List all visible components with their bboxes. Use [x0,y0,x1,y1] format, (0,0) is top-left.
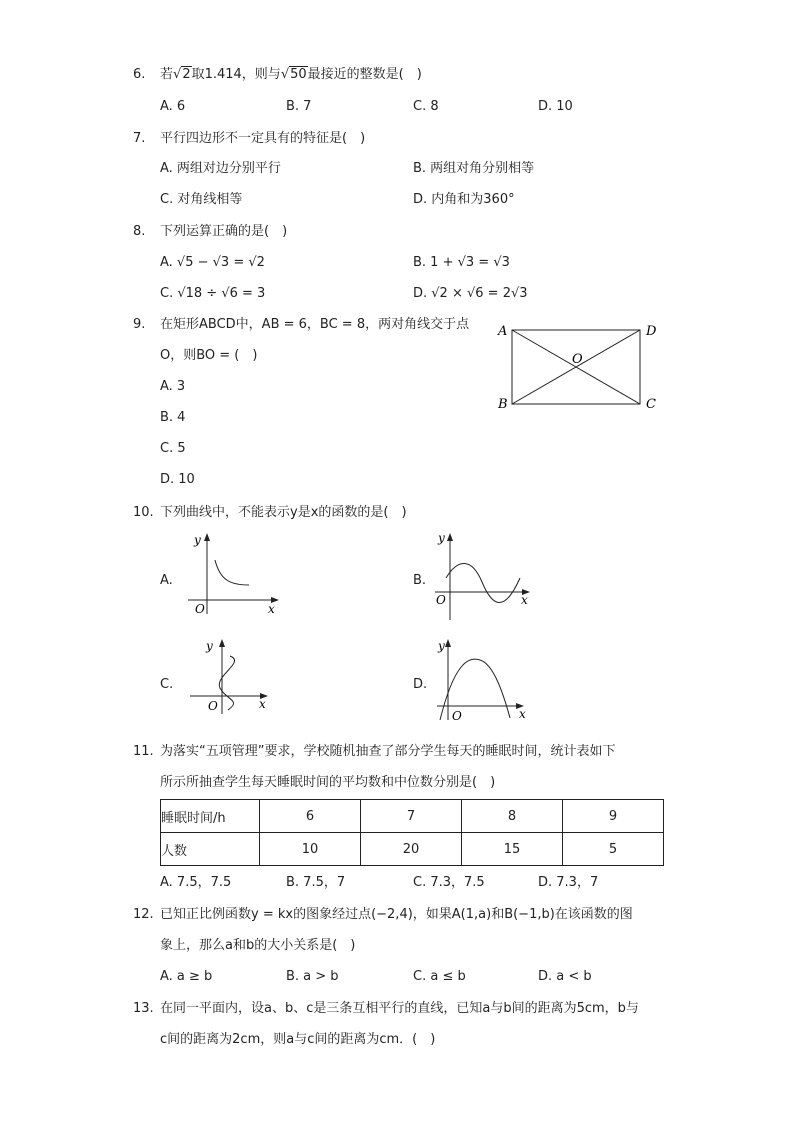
question-stem: 为落实“五项管理”要求，学校随机抽查了部分学生每天的睡眠时间，统计表如下 [160,744,616,759]
svg-text:O: O [436,593,446,607]
table-header-cell: 人数 [161,833,260,866]
question-stem: 象上，那么a和b的大小关系是( ) [160,938,356,953]
option: A. 6 [160,99,186,114]
question-number: 10. [133,505,154,520]
table-cell: 20 [361,833,462,866]
question-stem: 平行四边形不一定具有的特征是( ) [160,131,366,146]
option: D. √2 × √6 = 2√3 [413,286,528,301]
question-stem: 已知正比例函数y = kx的图象经过点(−2,4)，如果A(1,a)和B(−1,b)在该函数的图 [160,907,633,922]
question-number: 12. [133,907,154,922]
option: D. [413,677,428,692]
option: D. 7.3，7 [538,875,599,890]
table-cell: 5 [563,833,664,866]
table-cell: 10 [260,833,361,866]
svg-text:x: x [521,593,528,607]
question-stem: 在矩形ABCD中，AB = 6，BC = 8，两对角线交于点 [160,317,470,332]
question-stem: 下列曲线中，不能表示y是x的函数的是( ) [160,505,407,520]
option: B. 两组对角分别相等 [413,161,535,176]
option: C. 对角线相等 [160,192,243,207]
radical: √50 [280,67,307,82]
table-row [161,800,664,833]
table-cell: 15 [462,833,563,866]
svg-text:y: y [438,531,445,545]
option: B. 4 [160,410,186,425]
rectangle-figure [492,318,668,418]
option: C. 8 [413,99,439,114]
graph-b [432,530,538,620]
radical: √2 [173,67,191,82]
svg-text:x: x [519,707,526,721]
option: C. 7.3，7.5 [413,875,485,890]
table-cell: 8 [462,800,563,833]
option: A. [160,573,173,588]
table-cell: 9 [563,800,664,833]
question-number: 13. [133,1001,154,1016]
option: B. 7.5，7 [286,875,346,890]
option: B. a > b [286,969,339,984]
graph-d [434,636,534,722]
svg-text:O: O [195,602,205,616]
question-stem: O，则BO = ( ) [160,348,258,363]
question-stem: c间的距离为2cm，则a与c间的距离为cm．( ) [160,1032,436,1047]
vertex-label-d: D [646,324,657,339]
option: D. 10 [538,99,573,114]
question-stem: 所示所抽查学生每天睡眠时间的平均数和中位数分别是( ) [160,775,496,790]
question-number: 7. [133,131,146,146]
option: C. a ≤ b [413,969,466,984]
table-cell: 7 [361,800,462,833]
svg-text:y: y [438,639,445,653]
option: D. 内角和为360° [413,192,515,207]
option: C. [160,677,174,692]
option: A. √5 − √3 = √2 [160,255,265,270]
svg-text:O: O [452,709,462,722]
option: B. 1 + √3 = √3 [413,255,510,270]
svg-text:y: y [194,533,201,547]
option: D. a < b [538,969,592,984]
vertex-label-c: C [646,397,656,412]
option: D. 10 [160,472,195,487]
question-stem: 在同一平面内，设a、b、c是三条互相平行的直线，已知a与b间的距离为5cm，b与 [160,1001,639,1016]
option: A. 3 [160,379,186,394]
option: C. 5 [160,441,186,456]
svg-text:O: O [208,699,218,713]
option: B. 7 [286,99,312,114]
question-stem: 若√2取1.414，则与√50最接近的整数是( ) [160,67,422,82]
table-header-cell: 睡眠时间/h [161,800,260,833]
question-number: 9. [133,317,146,332]
table-row [161,833,664,866]
table-cell: 6 [260,800,361,833]
svg-text:x: x [268,602,275,616]
center-label-o: O [572,352,583,367]
option: B. [413,573,427,588]
svg-text:y: y [206,639,213,653]
svg-text:x: x [259,697,266,711]
question-number: 11. [133,744,154,759]
vertex-label-a: A [498,324,508,339]
question-stem: 下列运算正确的是( ) [160,224,288,239]
sleep-table [160,799,664,866]
question-number: 8. [133,224,146,239]
option: A. 7.5，7.5 [160,875,232,890]
vertex-label-b: B [498,397,508,412]
graph-c [186,636,274,716]
graph-a [185,530,285,616]
option: C. √18 ÷ √6 = 3 [160,286,266,301]
option: A. a ≥ b [160,969,213,984]
option: A. 两组对边分别平行 [160,161,281,176]
question-number: 6. [133,67,146,82]
